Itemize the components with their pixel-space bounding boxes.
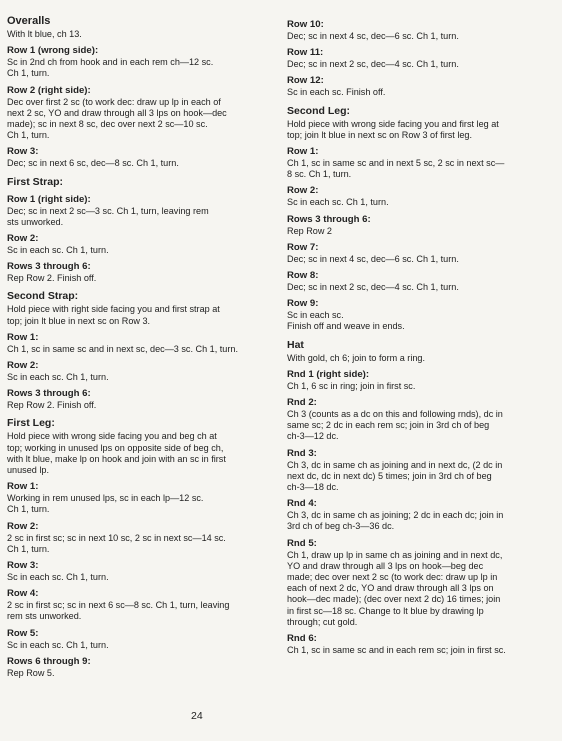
instruction-text: Rep Row 2. Finish off. [7,273,97,284]
row-heading: Row 2: [287,185,319,197]
instruction-text: Dec; sc in next 4 sc, dec—6 sc. Ch 1, turn. [287,31,459,41]
row-heading: Rnd 3: [287,447,317,459]
row-heading: Row 1 (right side): [7,193,91,205]
instruction-text: Dec over first 2 sc (to work dec: draw up lp in each of next 2 sc, YO and draw through all 3 lps on hook—dec made); sc in next 8 sc, dec over next 2 sc—10 sc. Ch 1, turn. [7,96,227,141]
page-number: 24 [191,710,203,722]
row-heading: Row 1: [287,146,319,158]
section-heading: Second Strap: [7,290,79,303]
instruction-text: Ch 1, sc in same sc and in each rem sc; join in first sc. [287,645,506,656]
instruction-text: Hold piece with wrong side facing you and first leg at top; join lt blue in next sc on Row 3 of first leg. [287,118,499,140]
instruction-text: Dec; sc in next 4 sc, dec—6 sc. Ch 1, turn. [287,253,459,264]
instruction-text: Ch 3, dc in same ch as joining and in next dc, (2 dc in next dc, dc in next dc) 5 times; join in 3rd ch of beg ch-3—18 dc. [287,459,503,493]
instruction-text: Hold piece with right side facing you and first strap at top; join lt blue in next sc on Row 3. [7,304,220,326]
instruction-text: Sc in each sc. Ch 1, turn. [7,572,109,583]
instruction-text: Sc in each sc. Ch 1, turn. [7,245,109,256]
instruction-text: Ch 3 (counts as a dc on this and following rnds), dc in same sc; 2 dc in each rem sc; join in 3rd ch of beg ch-3—12 dc. [287,409,503,442]
instruction-text: Working in rem unused lps, sc in each lp—12 sc. Ch 1, turn. [7,493,204,515]
row-heading: Row 1: [7,331,39,343]
row-heading: Row 2: [7,233,39,245]
row-heading: Rows 6 through 9: [7,655,91,667]
row-heading: Row 8: [287,270,319,282]
row-heading: Row 2 (right side): [7,84,91,96]
row-heading: Row 9: [287,298,319,310]
right-column [287,14,545,656]
instruction-text: Ch 1, 6 sc in ring; join in first sc. [287,380,416,391]
instruction-text: Sc in each sc. Ch 1, turn. [287,197,389,208]
row-heading: Row 5: [7,627,39,639]
row-heading: Rnd 2: [287,397,317,409]
row-heading: Rnd 6: [287,633,317,645]
row-heading: Row 2: [7,360,39,372]
instruction-text: Sc in 2nd ch from hook and in each rem ch—12 sc. Ch 1, turn. [7,57,214,79]
row-heading: Rows 3 through 6: [287,213,371,225]
instruction-text: Dec; sc in next 2 sc—3 sc. Ch 1, turn, leaving rem sts unworked. [7,205,209,227]
row-heading: Rnd 4: [287,498,317,510]
section-heading: Overalls [7,15,51,27]
instruction-text: 2 sc in first sc; sc in next 6 sc—8 sc. Ch 1, turn, leaving rem sts unworked. [7,600,230,622]
section-heading: Hat [287,338,304,351]
left-column [7,14,275,679]
section-heading: Second Leg: [287,104,351,117]
row-heading: Rows 3 through 6: [7,388,91,400]
row-heading: Row 3: [7,560,39,572]
instruction-text: With lt blue, ch 13. [7,29,82,39]
row-heading: Row 10: [287,19,324,30]
instruction-text: 2 sc in first sc; sc in next 10 sc, 2 sc in next sc—14 sc. Ch 1, turn. [7,532,226,554]
instruction-text: Sc in each sc. Finish off. [287,87,386,98]
instruction-text: Sc in each sc. Ch 1, turn. [7,372,109,383]
row-heading: Rnd 5: [287,537,317,549]
instruction-text: Ch 1, draw up lp in same ch as joining and in next dc, YO and draw through all 3 lps on hook—beg dec made; dec over next 2 sc (to work dec: draw up lp in each of next 2 dc, YO and draw through all 3 lps on hook—dec made); (dec over next 2 dc) 16 times; join in first sc—18 sc. Change to lt blue by drawing lp through; cut gold. [287,549,503,627]
row-heading: Row 2: [7,520,39,532]
instruction-text: Ch 1, sc in same sc and in next sc, dec—3 sc. Ch 1, turn. [7,343,238,354]
instruction-text: Rep Row 2. Finish off. [7,400,97,411]
section-heading: First Strap: [7,175,64,188]
row-heading: Row 11: [287,47,324,59]
instruction-text: Hold piece with wrong side facing you and beg ch at top; working in unused lps on opposite side of beg ch, with lt blue, make lp on hook and join with an sc in first unused lp. [7,431,226,476]
row-heading: Row 3: [7,146,39,158]
instruction-text: Rep Row 5. [7,667,55,678]
instruction-text: With gold, ch 6; join to form a ring. [287,352,425,363]
row-heading: Row 1: [7,481,39,493]
row-heading: Rnd 1 (right side): [287,368,370,380]
row-heading: Row 12: [287,75,324,87]
instruction-text: Dec; sc in next 2 sc, dec—4 sc. Ch 1, turn. [287,59,459,70]
instruction-text: Dec; sc in next 6 sc, dec—8 sc. Ch 1, turn. [7,158,179,169]
instruction-text: Ch 3, dc in same ch as joining; 2 dc in each dc; join in 3rd ch of beg ch-3—36 dc. [287,510,504,532]
instruction-text: Dec; sc in next 2 sc, dec—4 sc. Ch 1, turn. [287,282,459,293]
row-heading: Row 4: [7,588,39,600]
instruction-text: Sc in each sc. Finish off and weave in ends. [287,310,405,332]
row-heading: Row 7: [287,241,319,253]
instruction-text: Rep Row 2 [287,225,332,236]
row-heading: Row 1 (wrong side): [7,45,99,57]
instruction-text: Ch 1, sc in same sc and in next 5 sc, 2 sc in next sc— 8 sc. Ch 1, turn. [287,158,505,180]
section-heading: First Leg: [7,417,55,430]
row-heading: Rows 3 through 6: [7,261,91,273]
instruction-text: Sc in each sc. Ch 1, turn. [7,639,109,650]
